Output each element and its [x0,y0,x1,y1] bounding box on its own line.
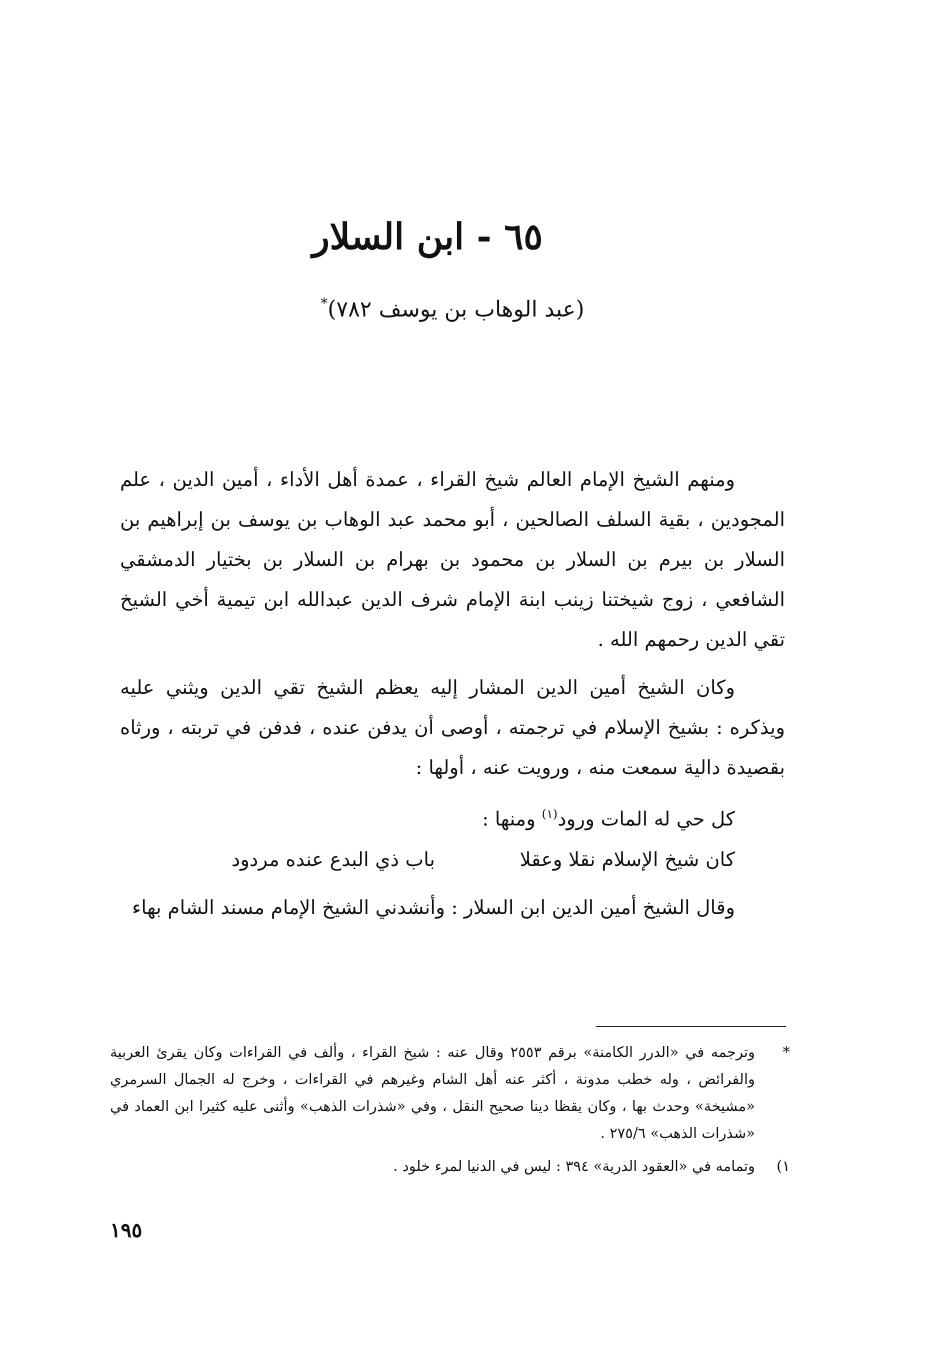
paragraph-2: وكان الشيخ أمين الدين المشار إليه يعظم الشيخ تقي الدين ويثني عليه ويذكره : بشيخ الإسلام في ترجمته ، أوصى أن يدفن عنده ، فدفن في تربته ، ورثاه بقصيدة دالية سمعت منه ، ورويت عنه ، أولها : [120,676,785,779]
verse-1-tail: ومنها : [482,807,536,831]
verse-1-text: كل حي له المات ورود [557,807,735,831]
footnotes [110,1040,790,1181]
page-number: ١٩٥ [110,1218,143,1242]
paragraph-3: وقال الشيخ أمين الدين ابن السلار : وأنشدني الشيخ الإمام مسند الشام بهاء [131,895,735,919]
verse-line-1 [120,794,785,840]
chapter-subtitle [0,288,905,326]
footnote-2 [110,1154,790,1181]
main-text [120,460,785,928]
paragraph-1: ومنهم الشيخ الإمام العالم شيخ القراء ، عمدة أهل الأداء ، أمين الدين ، علم المجودين ، بقية السلف الصالحين ، أبو محمد عبد الوهاب بن يوسف بن إبراهيم بن السلار بن بيرم بن السلار بن محمود بن بهرام بن السلار بن بختيار الدمشقي الشافعي ، زوج شيختنا زينب ابنة الإمام شرف الدين عبدالله ابن تيمية أخي الشيخ تقي الدين رحمهم الله . [120,468,785,651]
verse-2-second-hemistich: باب ذي البدع عنده مردود [231,847,435,871]
footnote-1-mark: * [782,1045,790,1061]
footnote-1-text: وترجمه في «الدرر الكامنة» برقم ٢٥٥٣ وقال عنه : شيخ القراء ، وألف في القراءات وكان يقرئ العربية والفرائض ، وله خطب مدونة ، أكثر عنه أهل الشام وغيرهم في القراءات ، وخرج له الجمال السرمري «مشيخة» وحدث بها ، وكان يقظا دينا صحيح النقل ، وفي «شذرات الذهب» وأثنى عليه كثيرا ابن العماد في «شذرات الذهب» ٢٧٥/٦ . [110,1045,755,1142]
footnote-2-mark: ١) [776,1159,790,1175]
footnote-2-text: وتمامه في «العقود الدرية» ٣٩٤ : ليس في الدنيا لمرء خلود . [393,1159,755,1175]
footnote-1 [110,1040,790,1148]
subtitle-text: (عبد الوهاب بن يوسف ٧٨٢) [327,297,585,323]
verse-line-2 [120,840,785,880]
verse-2-first-hemistich: كان شيخ الإسلام نقلا وعقلا [519,847,735,871]
verse-1-footnote-ref: (١) [541,807,558,821]
subtitle-footnote-mark: * [320,296,328,312]
footnote-divider [596,1026,786,1027]
chapter-title: ٦٥ - ابن السلار [312,216,543,258]
